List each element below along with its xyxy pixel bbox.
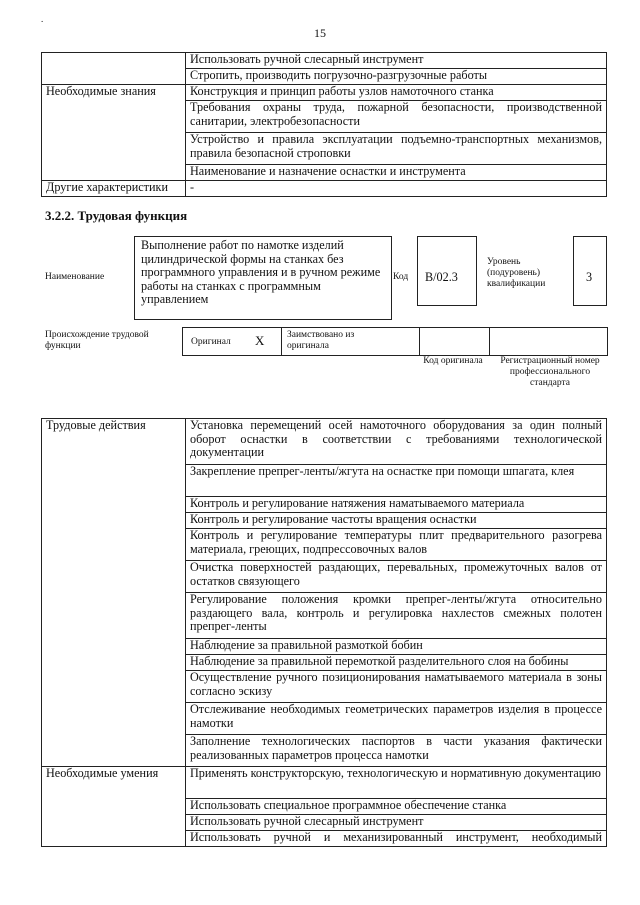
divider (281, 328, 282, 355)
top-table-cell: Использовать ручной слесарный инструмент (186, 53, 607, 69)
top-table-label-other: Другие характеристики (42, 181, 186, 197)
divider (419, 328, 420, 355)
section-title: 3.2.2. Трудовая функция (45, 208, 188, 223)
main-table (41, 418, 607, 847)
top-table (41, 52, 607, 197)
borrowed-label: Заимствовано из оригинала (287, 330, 355, 351)
main-table-cell: Использовать специальное программное обеспечение станка (186, 799, 607, 815)
divider (489, 328, 490, 355)
code-caption: Код оригинала (423, 356, 483, 366)
origin-box (182, 327, 608, 356)
main-table-cell: Наблюдение за правильной перемоткой разделительного слоя на бобины (186, 655, 607, 671)
level-value: 3 (586, 270, 593, 284)
main-table-cell: Закрепление препрег-ленты/жгута на оснастке при помощи шпагата, клея (186, 465, 607, 497)
top-table-label-empty (42, 53, 186, 85)
main-table-cell: Осуществление ручного позиционирования наматываемого материала в зоны согласно эскизу (186, 671, 607, 703)
main-table-label-skills: Необходимые умения (42, 767, 186, 847)
main-table-label-actions: Трудовые действия (42, 419, 186, 767)
function-name-value: Выполнение работ по намотке изделий цилиндрической формы на станках без программного управления и в ручном режиме работы на станках с программным управлением (141, 238, 381, 307)
top-table-cell: Стропить, производить погрузочно-разгрузочные работы (186, 69, 607, 85)
name-label: Наименование (45, 272, 105, 282)
code-value: B/02.3 (425, 270, 458, 284)
main-table-cell: Применять конструкторскую, технологическую и нормативную документацию (186, 767, 607, 799)
main-table-cell: Регулирование положения кромки препрег-ленты/жгута относительно раздающего вала, контроль и регулировка нахлестов смежных полотен препрег-ленты (186, 593, 607, 639)
main-table-cell: Отслеживание необходимых геометрических параметров изделия в процессе намотки (186, 703, 607, 735)
code-box (417, 236, 477, 306)
original-mark: X (255, 333, 265, 348)
main-table-cell: Использовать ручной и механизированный инструмент, необходимый (186, 831, 607, 847)
page-number: 15 (314, 26, 326, 40)
level-box (573, 236, 607, 306)
main-table-cell: Контроль и регулирование частоты вращения оснастки (186, 513, 607, 529)
top-table-cell: - (186, 181, 607, 197)
main-table-cell: Использовать ручной слесарный инструмент (186, 815, 607, 831)
top-table-cell: Конструкция и принцип работы узлов намоточного станка (186, 85, 607, 101)
top-table-cell: Требования охраны труда, пожарной безопасности, производственной санитарии, электробезопасности (186, 101, 607, 133)
scan-mark: . (41, 14, 44, 24)
main-table-cell: Очистка поверхностей раздающих, перевальных, промежуточных валов от остатков связующего (186, 561, 607, 593)
original-label: Оригинал (191, 337, 231, 347)
main-table-cell: Заполнение технологических паспортов в части указания фактически реализованных параметров процесса намотки (186, 735, 607, 767)
top-table-cell: Наименование и назначение оснастки и инструмента (186, 165, 607, 181)
level-label: Уровень (подуровень) квалификации (487, 257, 546, 289)
main-table-cell: Наблюдение за правильной размоткой бобин (186, 639, 607, 655)
main-table-cell: Установка перемещений осей намоточного оборудования за один полный оборот оснастки в соответствии с требованиями технологической документации (186, 419, 607, 465)
reg-caption: Регистрационный номер профессионального стандарта (500, 356, 600, 388)
code-label: Код (393, 272, 409, 282)
origin-label: Происхождение трудовой функции (45, 330, 149, 351)
function-name-box (134, 236, 392, 320)
main-table-cell: Контроль и регулирование температуры плит предварительного разогрева материала, греющих, подпрессовочных валов (186, 529, 607, 561)
top-table-cell: Устройство и правила эксплуатации подъемно-транспортных механизмов, правила безопасной строповки (186, 133, 607, 165)
main-table-cell: Контроль и регулирование натяжения наматываемого материала (186, 497, 607, 513)
top-table-label-knowledge: Необходимые знания (42, 85, 186, 181)
